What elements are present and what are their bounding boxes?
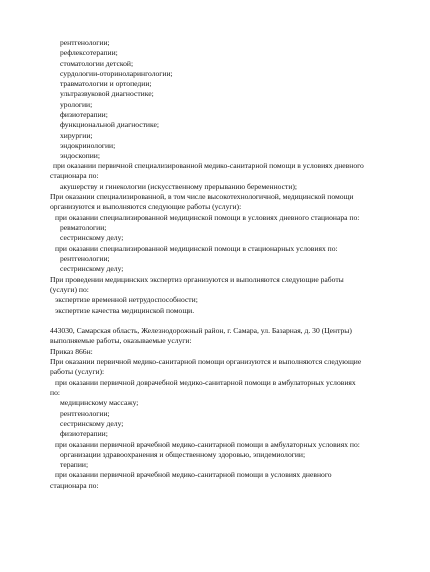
text-line: урологии; — [60, 100, 93, 109]
text-line: при оказании первичной врачебной медико-санитарной помощи в условиях дневного — [55, 470, 332, 479]
text-line: акушерству и гинекологии (искусственному прерыванию беременности); — [60, 182, 298, 191]
text-line: при оказании первичной врачебной медико-санитарной помощи в амбулаторных условиях по: — [55, 440, 360, 449]
text-line: ультразвуковой диагностике; — [60, 89, 154, 98]
text-line: рентгенологии; — [60, 409, 110, 418]
text-line: стационара по: — [50, 481, 99, 490]
text-line: При оказании первичной медико-санитарной помощи организуются и выполняются следующие — [50, 357, 362, 366]
text-line: при оказании специализированной медицинской помощи в стационарных условиях по: — [55, 244, 338, 253]
text-line: организуются и выполняются следующие работы (услуги): — [50, 202, 242, 211]
text-line: стационара по: — [50, 171, 99, 180]
text-line: по: — [50, 388, 60, 397]
text-line: работы (услуги): — [50, 367, 105, 376]
text-line: выполняемые работы, оказываемые услуги: — [50, 336, 192, 345]
text-line: хирургии; — [60, 131, 93, 140]
text-line: функциональной диагностике; — [60, 120, 159, 129]
text-line: организации здравоохранения и общественному здоровью, эпидемиологии; — [60, 450, 306, 459]
text-line: травматологии и ортопедии; — [60, 79, 152, 88]
text-line: эндоскопии; — [60, 151, 100, 160]
text-line: Приказ 866н: — [50, 347, 93, 356]
text-line: При проведении медицинских экспертиз организуются и выполняются следующие работы — [50, 275, 344, 284]
text-line: эндокринологии; — [60, 141, 116, 150]
text-line: сурдологии-оториноларингологии; — [60, 69, 173, 78]
text-line: сестринскому делу; — [60, 233, 124, 242]
text-line: физиотерапии; — [60, 110, 108, 119]
text-line: рентгенологии; — [60, 38, 110, 47]
address-line: 443030, Самарская область, Железнодорожный район, г. Самара, ул. Базарная, д. 30 (Центры) — [50, 326, 352, 335]
text-line: (услуги) по: — [50, 285, 89, 294]
text-line: физиотерапии; — [60, 429, 108, 438]
text-line: рефлексотерапии; — [60, 48, 118, 57]
text-line: экспертизе качества медицинской помощи. — [55, 306, 195, 315]
text-line: При оказании специализированной, в том числе высокотехнологичной, медицинской помощи — [50, 192, 354, 201]
text-line: экспертизе временной нетрудоспособности; — [55, 295, 198, 304]
text-line: сестринскому делу; — [60, 419, 124, 428]
text-line: сестринскому делу; — [60, 264, 124, 273]
text-line: при оказании специализированной медицинской помощи в условиях дневного стационара по: — [55, 213, 360, 222]
text-line: рентгенологии; — [60, 254, 110, 263]
text-line: медицинскому массажу; — [60, 398, 139, 407]
text-line: ревматологии; — [60, 223, 107, 232]
text-line: при оказании первичной доврачебной медико-санитарной помощи в амбулаторных условиях — [55, 378, 356, 387]
text-line: терапии; — [60, 460, 89, 469]
text-line: стоматологии детской; — [60, 59, 134, 68]
text-line: при оказании первичной специализированной медико-санитарной помощи в условиях дневного — [53, 161, 364, 170]
